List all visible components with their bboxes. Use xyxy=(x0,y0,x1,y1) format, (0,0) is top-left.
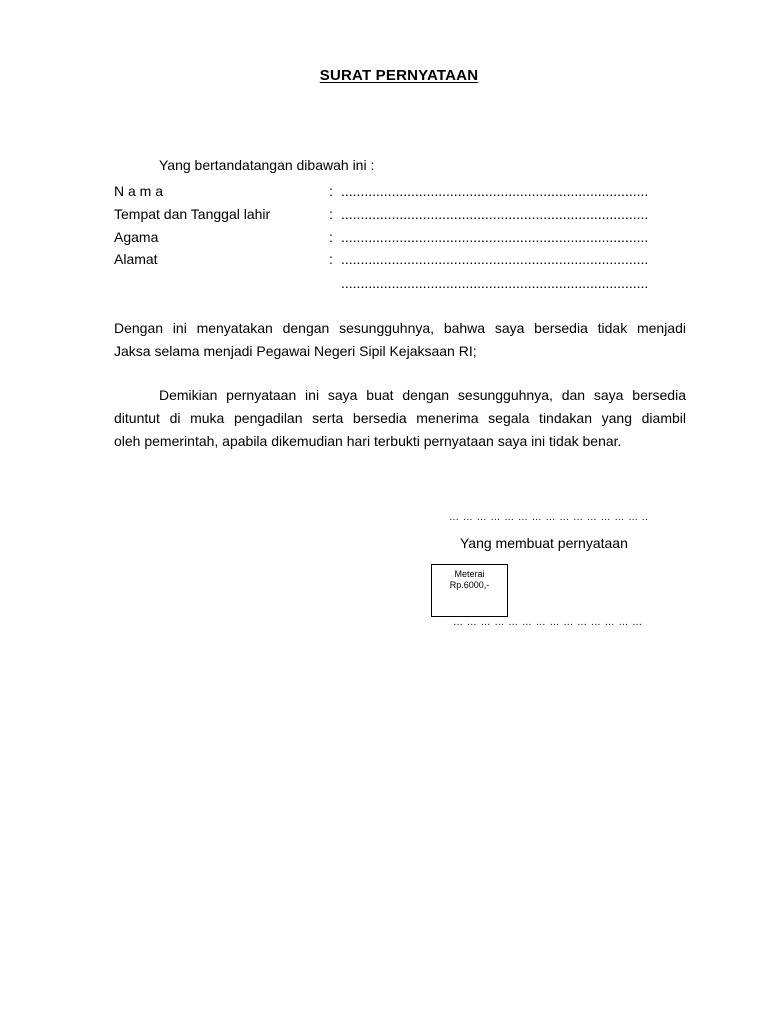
paragraph-line: Jaksa selama menjadi Pegawai Negeri Sipil Kejaksaan RI; xyxy=(114,343,477,359)
field-colon: : xyxy=(329,229,333,245)
field-label-nama: N a m a xyxy=(114,183,164,199)
field-blank-nama: ............................................................................... xyxy=(341,183,649,199)
signature-label: Yang membuat pernyataan xyxy=(460,535,628,551)
field-colon: : xyxy=(329,251,333,267)
field-colon: : xyxy=(329,206,333,222)
place-date-blank: … … … … … … … … … … … … … … .. xyxy=(449,512,649,523)
paragraph-line: Dengan ini menyatakan dengan sesungguhnya, bahwa saya bersedia tidak menjadi xyxy=(114,320,686,336)
field-colon: : xyxy=(329,183,333,199)
field-row-alamat-continued xyxy=(114,275,694,295)
paragraph-line: oleh pemerintah, apabila dikemudian hari terbukti pernyataan saya ini tidak benar. xyxy=(114,433,622,449)
stamp-line-amount: Rp.6000,- xyxy=(449,580,490,590)
stamp-duty-text xyxy=(432,569,507,591)
stamp-line-meterai: Meterai xyxy=(454,569,485,579)
field-blank-agama: ............................................................................... xyxy=(341,229,649,245)
field-blank-tempat-tanggal-lahir: ............................................................................... xyxy=(341,206,649,222)
paragraph-line: dituntut di muka pengadilan serta bersedia menerima segala tindakan yang diambil xyxy=(114,410,686,426)
field-row-nama xyxy=(114,183,694,203)
stamp-duty-box xyxy=(431,564,508,617)
field-row-agama xyxy=(114,229,694,249)
paragraph-statement xyxy=(114,317,686,363)
field-blank-alamat: ............................................................................... xyxy=(341,251,649,267)
field-row-tempat-tanggal-lahir xyxy=(114,206,694,226)
field-label-agama: Agama xyxy=(114,229,159,245)
signatory-name-blank: … … … … … … … … … … … … … … xyxy=(453,617,643,628)
document-title: SURAT PERNYATAAN xyxy=(319,67,479,84)
intro-text: Yang bertandatangan dibawah ini : xyxy=(159,157,375,173)
field-label-alamat: Alamat xyxy=(114,251,158,267)
field-label-tempat-tanggal-lahir: Tempat dan Tanggal lahir xyxy=(114,206,271,222)
field-row-alamat xyxy=(114,251,694,271)
paragraph-line: Demikian pernyataan ini saya buat dengan sesungguhnya, dan saya bersedia xyxy=(159,387,686,403)
field-blank-alamat-2: ............................................................................... xyxy=(341,275,649,291)
paragraph-closing xyxy=(114,384,686,453)
